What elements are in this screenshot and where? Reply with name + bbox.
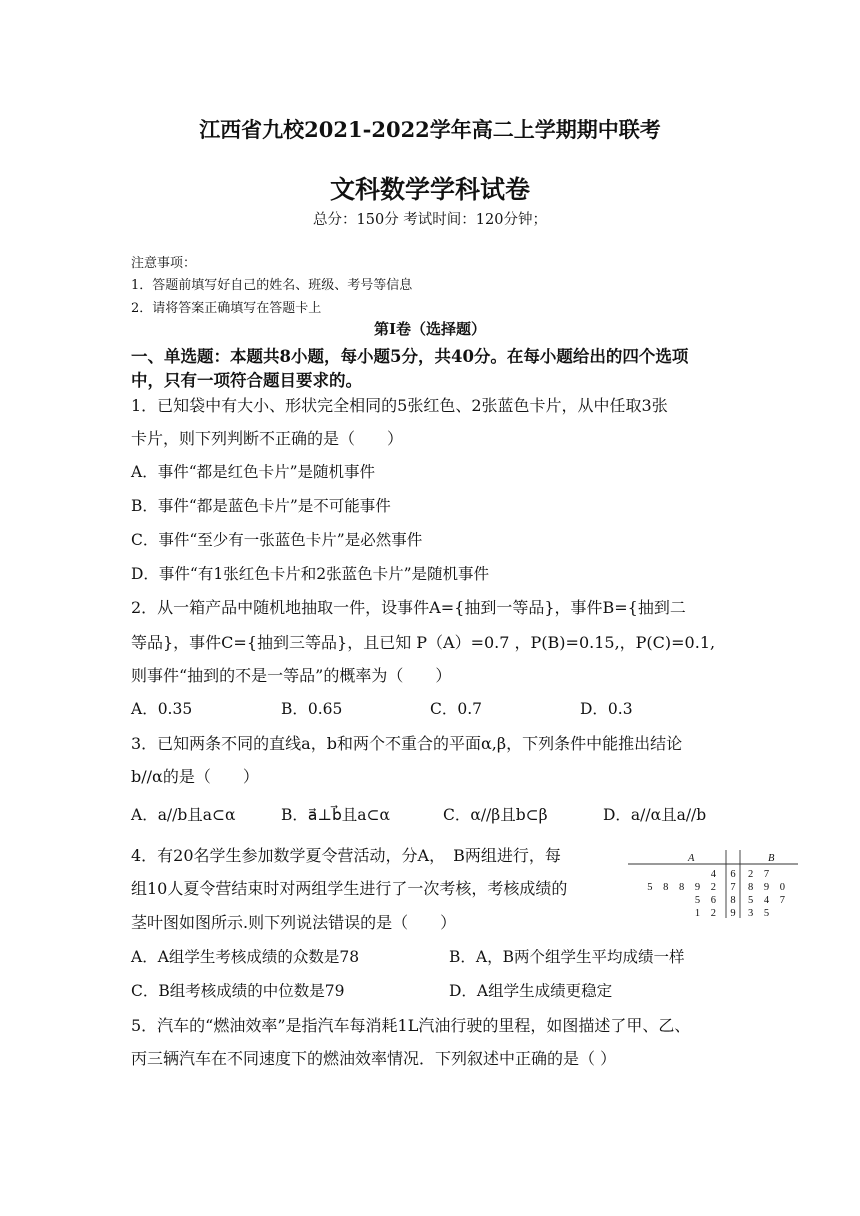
a-leaves: 5 8 8 9 2 xyxy=(647,882,716,893)
notes-heading: 注意事项： xyxy=(131,256,197,271)
b-leaves: 8 9 0 xyxy=(748,882,785,893)
stem-leaf-plot xyxy=(628,848,800,920)
q3-option-b: B．a⃗⊥b⃗且a⊂α xyxy=(281,806,390,824)
q4-option-d: D．A组学生成绩更稳定 xyxy=(449,982,613,1000)
q4-stem: 4．有20名学生参加数学夏令营活动，分A， B两组进行，每 xyxy=(131,846,561,865)
exam-title: 江西省九校2021-2022学年高二上学期期中联考 xyxy=(199,117,661,142)
a-leaves: 1 2 xyxy=(694,908,716,919)
q2-stem: 2．从一箱产品中随机地抽取一件，设事件A={抽到一等品}，事件B={抽到二 xyxy=(131,598,686,617)
stem: 8 xyxy=(730,895,736,906)
q4-stem: 组10人夏令营结束时对两组学生进行了一次考核，考核成绩的 xyxy=(131,879,568,898)
exam-info: 总分：150分 考试时间：120分钟； xyxy=(313,212,547,228)
q4-option-c: C．B组考核成绩的中位数是79 xyxy=(131,982,345,1000)
q1-option-d: D．事件“有1张红色卡片和2张蓝色卡片”是随机事件 xyxy=(131,565,490,583)
section-instruction: 一、单选题：本题共8小题，每小题5分，共40分。在每小题给出的四个选项 xyxy=(131,347,689,366)
q2-option-c: C．0.7 xyxy=(430,700,483,718)
q3-stem: 3．已知两条不同的直线a，b和两个不重合的平面α,β，下列条件中能推出结论 xyxy=(131,734,683,753)
note-item: 2．请将答案正确填写在答题卡上 xyxy=(131,301,322,316)
q3-option-a: A．a//b且a⊂α xyxy=(131,806,236,824)
q2-option-d: D．0.3 xyxy=(580,700,633,718)
q1-option-a: A．事件“都是红色卡片”是随机事件 xyxy=(131,463,376,481)
q2-stem: 则事件“抽到的不是一等品”的概率为（ ） xyxy=(131,666,452,685)
q4-option-a: A．A组学生考核成绩的众数是78 xyxy=(131,948,360,966)
q1-stem: 卡片，则下列判断不正确的是（ ） xyxy=(131,429,404,448)
note-item: 1．答题前填写好自己的姓名、班级、考号等信息 xyxy=(131,278,413,293)
b-leaves: 2 7 xyxy=(748,869,770,880)
section-instruction: 中，只有一项符合题目要求的。 xyxy=(131,371,362,390)
b-leaves: 5 4 7 xyxy=(748,895,785,906)
b-leaves: 3 5 xyxy=(748,908,770,919)
q4-option-b: B．A，B两个组学生平均成绩一样 xyxy=(449,948,685,966)
q1-option-b: B．事件“都是蓝色卡片”是不可能事件 xyxy=(131,497,391,515)
stem: 7 xyxy=(730,882,736,893)
q4-stem: 茎叶图如图所示.则下列说法错误的是（ ） xyxy=(131,913,457,932)
q3-option-d: D．a//α且a//b xyxy=(603,806,707,824)
stemleaf-label-b: B xyxy=(768,853,775,864)
a-leaves: 4 xyxy=(710,869,716,880)
section-title: 第I卷（选择题） xyxy=(373,320,487,338)
q1-option-c: C．事件“至少有一张蓝色卡片”是必然事件 xyxy=(131,531,423,549)
q5-stem: 5．汽车的“燃油效率”是指汽车每消耗1L汽油行驶的里程，如图描述了甲、乙、 xyxy=(131,1016,691,1035)
stem: 9 xyxy=(730,908,736,919)
a-leaves: 5 6 xyxy=(694,895,716,906)
q2-stem: 等品}，事件C={抽到三等品}，且已知 P（A）=0.7 ，P(B)=0.15,，P(C)=0.1, xyxy=(131,633,716,652)
stemleaf-label-a: A xyxy=(688,853,695,864)
q3-option-c: C．α//β且b⊂β xyxy=(443,806,548,824)
exam-subtitle: 文科数学学科试卷 xyxy=(329,175,530,204)
stem: 6 xyxy=(730,869,736,880)
q3-stem: b//α的是（ ） xyxy=(131,767,259,786)
q2-option-a: A．0.35 xyxy=(131,700,193,718)
q1-stem: 1．已知袋中有大小、形状完全相同的5张红色、2张蓝色卡片，从中任取3张 xyxy=(131,396,668,415)
q5-stem: 丙三辆汽车在不同速度下的燃油效率情况．下列叙述中正确的是（ ） xyxy=(131,1049,617,1068)
q2-option-b: B．0.65 xyxy=(281,700,343,718)
